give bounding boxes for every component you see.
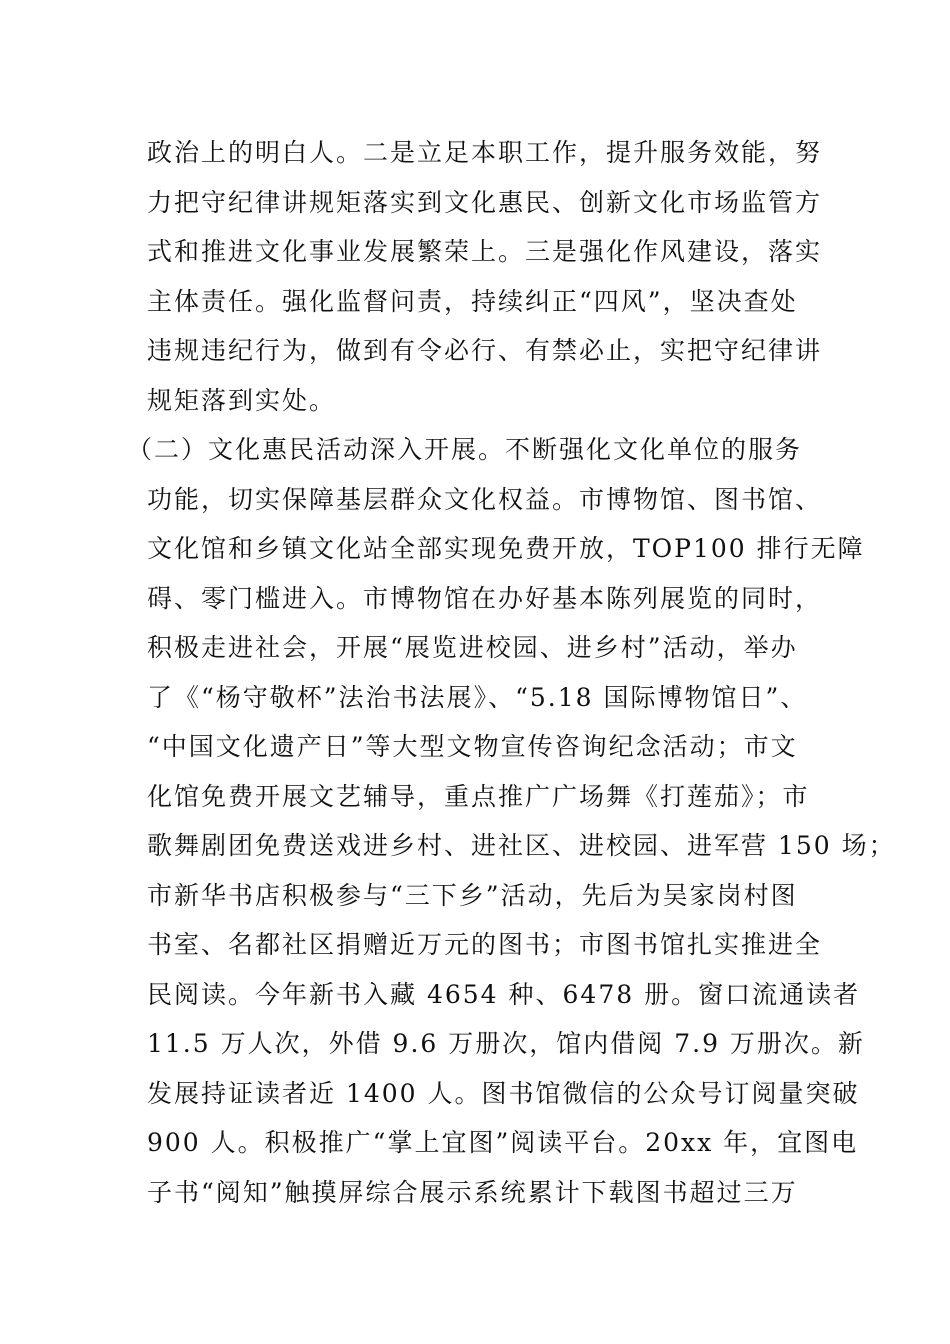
text-line: 积极走进社会，开展“展览进校园、进乡村”活动，举办 xyxy=(147,633,798,662)
text-line: 子书“阅知”触摸屏综合展示系统累计下载图书超过三万 xyxy=(147,1177,798,1207)
text-line: “中国文化遗产日”等大型文物宣传咨询纪念活动；市文 xyxy=(147,732,798,761)
text-line: 文化馆和乡镇文化站全部实现免费开放，TOP100 排行无障 xyxy=(147,534,865,563)
text-line: 功能，切实保障基层群众文化权益。市博物馆、图书馆、 xyxy=(147,484,823,514)
text-line: 碍、零门槛进入。市博物馆在办好基本陈列展览的同时， xyxy=(147,583,823,613)
text-line: 政治上的明白人。二是立足本职工作，提升服务效能，努 xyxy=(147,138,823,167)
text-line: 违规违纪行为，做到有令必行、有禁必止，实把守纪律讲 xyxy=(147,336,823,365)
text-line: 式和推进文化事业发展繁荣上。三是强化作风建设，落实 xyxy=(147,237,823,266)
document-body xyxy=(127,128,896,1217)
text-line: 书室、名都社区捐赠近万元的图书；市图书馆扎实推进全 xyxy=(147,930,823,959)
text-line: 900 人。积极推广“掌上宜图”阅读平台。20xx 年，宜图电 xyxy=(147,1128,859,1157)
text-line: 力把守纪律讲规矩落实到文化惠民、创新文化市场监管方 xyxy=(147,187,823,217)
text-line: 发展持证读者近 1400 人。图书馆微信的公众号订阅量突破 xyxy=(147,1078,860,1108)
text-line: 化馆免费开展文艺辅导，重点推广广场舞《打莲茄》；市 xyxy=(147,781,810,811)
text-line: 民阅读。今年新书入藏 4654 种、6478 册。窗口流通读者 xyxy=(147,979,861,1009)
section-heading-line: （二）文化惠民活动深入开展。不断强化文化单位的服务 xyxy=(127,435,803,464)
text-line: 11.5 万人次，外借 9.6 万册次，馆内借阅 7.9 万册次。新 xyxy=(147,1029,865,1058)
text-line: 规矩落到实处。 xyxy=(147,385,337,415)
text-line: 市新华书店积极参与“三下乡”活动，先后为吴家岗村图 xyxy=(147,880,798,910)
text-line: 主体责任。强化监督问责，持续纠正“四风”，坚决查处 xyxy=(147,286,798,316)
text-line: 了《“杨守敬杯”法治书法展》、“5.18 国际博物馆日”、 xyxy=(147,682,808,712)
text-line: 歌舞剧团免费送戏进乡村、进社区、进校园、进军营 150 场； xyxy=(147,831,896,860)
